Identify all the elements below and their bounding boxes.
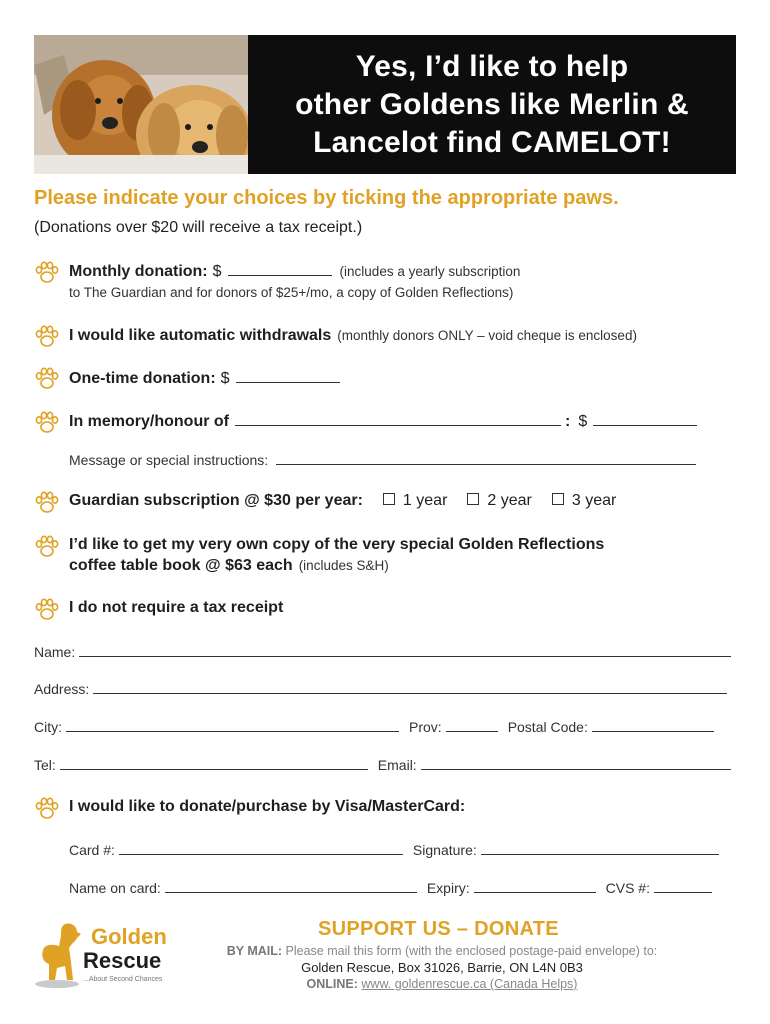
instructions: Please indicate your choices by ticking the appropriate paws.	[34, 187, 619, 209]
signature-field[interactable]	[481, 843, 719, 855]
paw-icon[interactable]	[34, 366, 60, 392]
message-row	[69, 452, 696, 468]
golden-retrievers-photo	[34, 35, 248, 174]
city-row	[34, 719, 714, 735]
monthly-donation-row	[69, 262, 520, 281]
message-field[interactable]	[276, 453, 696, 465]
monthly-amount-field[interactable]	[228, 262, 332, 276]
monthly-currency: $	[212, 263, 222, 280]
header	[34, 35, 736, 174]
book-note: (includes S&H)	[298, 558, 389, 573]
header-line-2: other Goldens like Merlin &	[295, 87, 689, 121]
monthly-donation-label: Monthly donation:	[69, 263, 208, 280]
cvs-label: CVS #:	[605, 880, 650, 896]
checkbox-2-year[interactable]	[467, 493, 479, 505]
postal-label: Postal Code:	[507, 719, 588, 735]
paw-icon[interactable]	[34, 410, 60, 436]
prov-label: Prov:	[409, 719, 442, 735]
city-label: City:	[34, 719, 62, 735]
address-field[interactable]	[93, 682, 727, 694]
header-camelot: CAMELOT!	[510, 125, 671, 159]
name-field[interactable]	[79, 645, 731, 657]
onetime-amount-field[interactable]	[236, 369, 340, 383]
signature-label: Signature:	[412, 842, 477, 858]
monthly-note: (includes a yearly subscription	[339, 264, 521, 279]
online-label: ONLINE:	[306, 977, 358, 991]
monthly-note-2: to The Guardian and for donors of $25+/mo, a copy of Golden Reflections)	[69, 285, 514, 300]
paw-icon[interactable]	[34, 796, 60, 822]
card-row-2	[69, 880, 712, 896]
postal-field[interactable]	[592, 720, 714, 732]
email-field[interactable]	[421, 758, 731, 770]
guardian-choice-3: 3 year	[571, 492, 617, 509]
message-label: Message or special instructions:	[69, 452, 269, 468]
city-field[interactable]	[66, 720, 399, 732]
address-label: Address:	[34, 681, 90, 697]
mailing-address: Golden Rescue, Box 31026, Barrie, ON L4N 0B3	[301, 960, 583, 975]
guardian-label: Guardian subscription @ $30 per year:	[69, 492, 363, 509]
card-label: I would like to donate/purchase by Visa/MasterCard:	[69, 798, 466, 815]
cvs-field[interactable]	[654, 881, 712, 893]
header-line-3-text: Lancelot find	[313, 125, 511, 159]
online-link[interactable]: www. goldenrescue.ca (Canada Helps)	[361, 977, 578, 991]
address-row	[34, 681, 727, 697]
mail-label: BY MAIL:	[226, 944, 283, 958]
card-number-field[interactable]	[119, 843, 403, 855]
paw-icon[interactable]	[34, 324, 60, 350]
expiry-label: Expiry:	[426, 880, 470, 896]
golden-rescue-logo	[33, 918, 167, 990]
tax-note: (Donations over $20 will receive a tax receipt.)	[34, 219, 363, 236]
memory-amount-field[interactable]	[593, 412, 697, 426]
auto-withdrawal-label: I would like automatic withdrawals	[69, 327, 332, 344]
paw-icon[interactable]	[34, 260, 60, 286]
paw-icon[interactable]	[34, 490, 60, 516]
paw-icon[interactable]	[34, 597, 60, 623]
prov-field[interactable]	[446, 720, 498, 732]
mail-line	[198, 944, 686, 958]
name-label: Name:	[34, 644, 76, 660]
online-line	[198, 977, 686, 991]
onetime-label: One-time donation:	[69, 370, 216, 387]
name-on-card-label: Name on card:	[69, 880, 161, 896]
auto-withdrawal-row	[69, 327, 637, 345]
tel-row	[34, 757, 731, 773]
book-line-1: I’d like to get my very own copy of the very special Golden Reflections	[69, 536, 605, 553]
name-row	[34, 644, 731, 660]
logo-rescue-text: Rescue	[83, 948, 162, 973]
email-label: Email:	[377, 757, 417, 773]
header-line-3	[313, 124, 671, 162]
support-heading: SUPPORT US – DONATE	[318, 918, 559, 940]
guardian-choice-2: 2 year	[487, 492, 532, 509]
guardian-choice-1: 1 year	[402, 492, 448, 509]
checkbox-1-year[interactable]	[383, 493, 395, 505]
book-line-2: coffee table book @ $63 each	[69, 557, 293, 574]
tel-label: Tel:	[34, 757, 56, 773]
onetime-row	[69, 369, 340, 388]
memory-row	[69, 412, 697, 431]
expiry-field[interactable]	[474, 881, 596, 893]
logo-golden-text: Golden	[91, 924, 167, 949]
paw-icon[interactable]	[34, 534, 60, 560]
guardian-row	[69, 492, 616, 510]
logo-tagline: ...About Second Chances	[83, 976, 163, 983]
header-banner	[248, 35, 736, 174]
memory-label: In memory/honour of	[69, 413, 229, 430]
no-receipt-label: I do not require a tax receipt	[69, 599, 284, 616]
memory-name-field[interactable]	[235, 412, 561, 426]
tel-field[interactable]	[60, 758, 368, 770]
memory-currency: $	[578, 413, 588, 430]
card-row-1	[69, 842, 719, 858]
checkbox-3-year[interactable]	[552, 493, 564, 505]
mail-text: Please mail this form (with the enclosed postage-paid envelope) to:	[285, 944, 658, 958]
card-number-label: Card #:	[69, 842, 115, 858]
onetime-currency: $	[220, 370, 230, 387]
book-line-2-row	[69, 557, 389, 575]
memory-sep: :	[565, 413, 571, 430]
header-line-1: Yes, I’d like to help	[355, 49, 629, 83]
name-on-card-field[interactable]	[165, 881, 417, 893]
auto-withdrawal-note: (monthly donors ONLY – void cheque is enclosed)	[337, 328, 637, 343]
